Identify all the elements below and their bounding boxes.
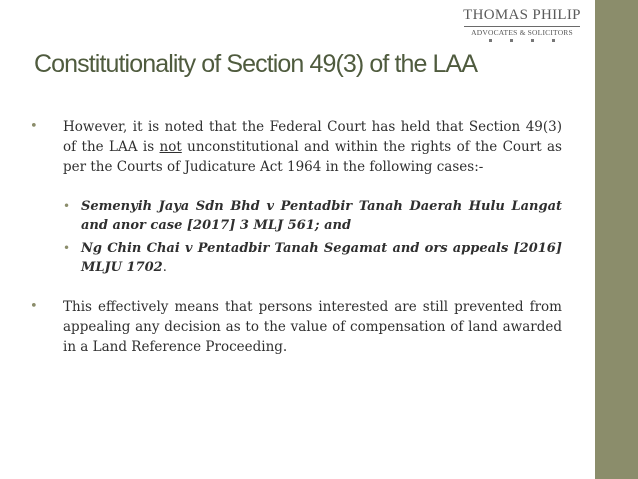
firm-name: THOMAS PHILIP <box>463 7 581 23</box>
bullet-federal-court <box>30 117 562 177</box>
case-text-tail: . <box>162 260 167 275</box>
slide-title: Constitutionality of Section 49(3) of the LAA <box>34 50 478 78</box>
logo-dots <box>458 39 586 42</box>
accent-side-bar <box>595 0 638 479</box>
case-list <box>30 197 562 277</box>
bullet-text: This effectively means that persons interested are still prevented from appealing any decision as to the value of compensation of land awarded in a Land Reference Proceeding. <box>63 299 562 355</box>
sub-bullet-marker-icon: • <box>63 241 71 255</box>
bullet-effect <box>30 297 562 357</box>
firm-logo <box>458 6 586 48</box>
logo-dot <box>489 39 492 42</box>
bullet-text-after: unconstitutional and within the rights of the Court as per the Courts of Judicature Act 1964 in the following cases:- <box>63 139 562 175</box>
bullet-marker-icon: • <box>30 119 38 134</box>
slide-body <box>30 117 562 357</box>
bullet-text-emphasis: not <box>159 139 182 155</box>
logo-dot <box>510 39 513 42</box>
case-text: Semenyih Jaya Sdn Bhd v Pentadbir Tanah Daerah Hulu Langat and anor case [2017] 3 MLJ 561; and <box>81 199 562 233</box>
bullet-text-before: However, it is noted that the Federal Court has held that Section 49(3) of the LAA is <box>63 119 562 155</box>
case-item-semenyih <box>63 197 562 235</box>
logo-divider <box>464 26 580 27</box>
logo-dot <box>531 39 534 42</box>
case-text: Ng Chin Chai v Pentadbir Tanah Segamat and ors appeals [2016] MLJU 1702 <box>81 241 562 275</box>
bullet-marker-icon: • <box>30 299 38 314</box>
case-item-ng-chin-chai <box>63 239 562 277</box>
sub-bullet-marker-icon: • <box>63 199 71 213</box>
firm-subtitle: ADVOCATES & SOLICITORS <box>471 28 573 37</box>
logo-dot <box>552 39 555 42</box>
